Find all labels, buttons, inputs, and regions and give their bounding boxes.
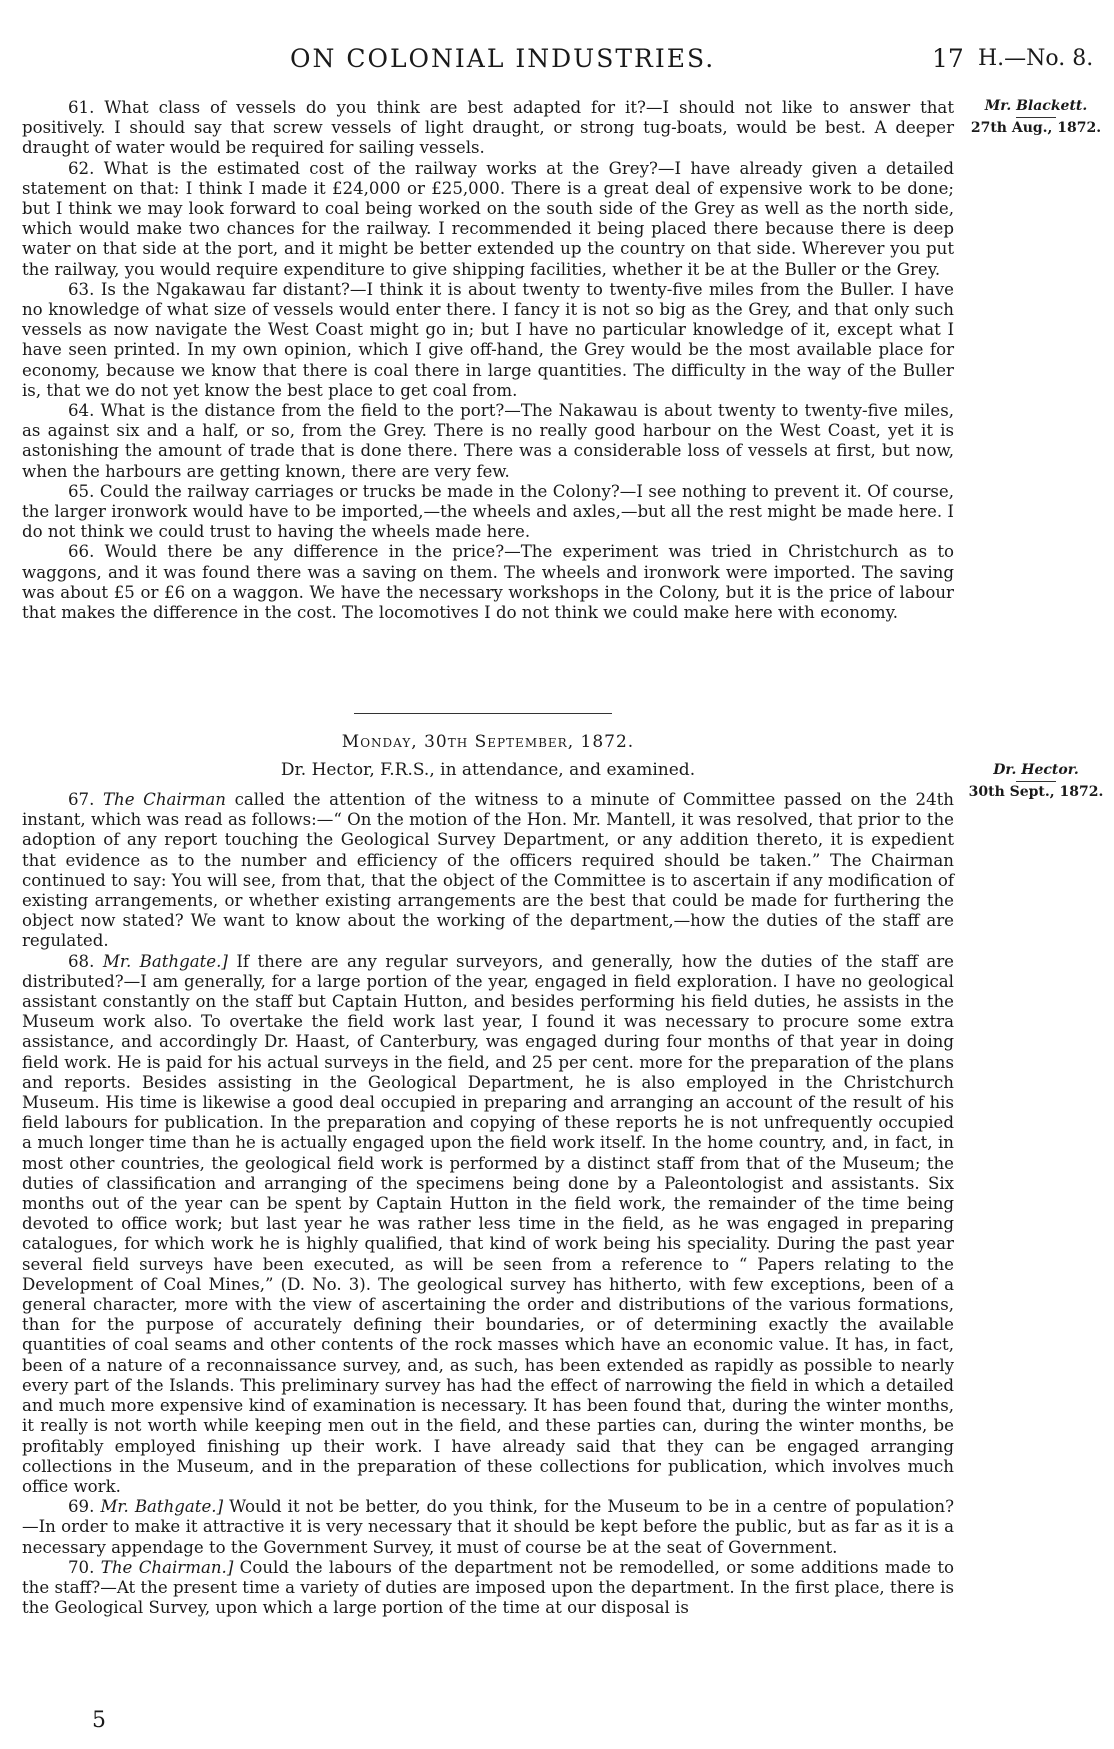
paragraph: 62. What is the estimated cost of the railway works at the Grey?—I have already given a detailed statement on that: I think I made it £24,000 or £25,000. There is a great deal of expensive work to be done; but I think we may look forward to coal being worked on the south side of the Grey as well as the north side, which would make two chances for the railway. I recommended it being placed there because there is deep water on that side at the port, and it might be better extended up the country on that side. Wherever you put the railway, you would require expenditure to give shipping facilities, whether it be at the Buller or the Grey.: [22, 158, 954, 279]
paragraph: 64. What is the distance from the field to the port?—The Nakawau is about twenty to twenty-five miles, as against six and a half, or so, from the Grey. There is no really good harbour on the West Coast, yet it is astonishing the amount of trade that is done there. There was a considerable loss of vessels at first, but now, when the harbours are getting known, there are very few.: [22, 401, 954, 481]
paragraph: 69. Mr. Bathgate.] Would it not be better, do you think, for the Museum to be in a centre of population?—In order to make it attractive it is very necessary that it should be kept before the public, but as far as it is a necessary appendage to the Government Survey, it must of course be at the seat of Government.: [22, 1497, 955, 1557]
margin-date: 30th Sept., 1872.: [968, 784, 1104, 800]
section-witness: Dr. Hector, F.R.S., in attendance, and examined.: [280, 760, 696, 780]
section-date: Monday, 30th September, 1872.: [341, 732, 635, 752]
speaker: Mr. Bathgate.]: [100, 1497, 224, 1517]
speaker: Mr. Bathgate.]: [102, 951, 228, 971]
paragraph: 68. Mr. Bathgate.] If there are any regular surveyors, and generally, how the duties of the staff are distributed?—I am generally, for a large portion of the year, engaged in field exploration. I have no geological assistant constantly on the staff but Captain Hutton, and besides performing his field duties, he assists in the Museum work also. To overtake the field work last year, I found it was necessary to procure some extra assistance, and accordingly Dr. Haast, of Canterbury, was engaged during four months of that year in doing field work. He is paid for his actual surveys in the field, and 25 per cent. more for the preparation of the plans and reports. Besides assisting in the Geological Department, he is also employed in the Christchurch Museum. His time is likewise a good deal occupied in preparing and arranging an account of the result of his field labours for publication. In the preparation and copying of these reports he is not unfrequently occupied a much longer time than he is actually engaged upon the field work itself. In the home country, and, in fact, in most other countries, the geological field work is performed by a distinct staff from that of the Museum; the duties of classification and arranging of the specimens being done by a Paleontologist and assistants. Six months out of the year can be spent by Captain Hutton in the field work, the remainder of the time being devoted to office work; but last year he was rather less time in the field, as he was engaged in preparing catalogues, for which work he is highly qualified, that kind of work being his speciality. During the past year several field surveys have been executed, as will be seen from a reference to “ Papers relating to the Development of Coal Mines,” (D. No. 3). The geological survey has hitherto, with few exceptions, been of a general character, more with the view of ascertaining the order and distributions of the various formations, than for the purpose of accurately defining their boundaries, or of determining exactly the available quantities of coal seams and other contents of the rock masses which have an economic value. It has, in fact, been of a nature of a reconnaissance survey, and, as such, has been extended as rapidly as possible to nearly every part of the Islands. This preliminary survey has had the effect of narrowing the field in which a detailed and much more expensive kind of examination is necessary. It has been found that, during the winter months, it really is not worth while keeping men out in the field, and these parties can, during the winter months, be profitably employed finishing up their work. I have already said that they can be engaged arranging collections in the Museum, and in the preparation of these collections for publication, which involves much office work.: [22, 951, 954, 1496]
margin-rule: [1016, 117, 1056, 118]
margin-witness-name: Dr. Hector.: [993, 762, 1079, 778]
document-reference: H.—No. 8.: [978, 46, 1094, 71]
margin-note-hector: [962, 762, 1110, 800]
signature-mark: 5: [92, 1708, 106, 1733]
margin-note-blackett: [962, 98, 1110, 136]
running-title: ON COLONIAL INDUSTRIES.: [290, 44, 716, 73]
paragraph: 70. The Chairman.] Could the labours of the department not be remodelled, or some additions made to the staff?—At the present time a variety of duties are imposed upon the department. In the first place, there is the Geological Survey, upon which a large portion of the time at our disposal is: [22, 1557, 955, 1618]
page-header: [0, 34, 1114, 74]
paragraph: 63. Is the Ngakawau far distant?—I think it is about twenty to twenty-five miles from the Buller. I have no knowledge of what size of vessels would enter there. I fancy it is not so big as the Grey, and that only such vessels as now navigate the West Coast might go in; but I have no particular knowledge of it, except what I have seen printed. In my own opinion, which I give off-hand, the Grey would be the most available place for economy, because we know that there is coal there in large quantities. The difficulty in the way of the Buller is, that we do not yet know the best place to get coal from.: [22, 279, 954, 400]
margin-date: 27th Aug., 1872.: [970, 120, 1102, 136]
page-number: 17: [932, 44, 964, 73]
margin-witness-name: Mr. Blackett.: [984, 98, 1088, 114]
paragraph: 65. Could the railway carriages or trucks be made in the Colony?—I see nothing to prevent it. Of course, the larger ironwork would have to be imported,—the wheels and axles,—but all the rest might be made here. I do not think we could trust to having the wheels made here.: [22, 481, 954, 542]
margin-rule: [1016, 781, 1056, 782]
evidence-part-2: [22, 790, 954, 1618]
paragraph: 67. The Chairman called the attention of the witness to a minute of Committee passed on the 24th instant, which was read as follows:—“ On the motion of the Hon. Mr. Mantell, it was resolved, that prior to the adoption of any report touching the Geological Survey Department, or any addition thereto, it is expedient that evidence as to the number and efficiency of the officers required should be taken.” The Chairman continued to say: You will see, from that, that the object of the Committee is to ascertain if any modification of existing arrangements, or whether existing arrangements are the best that could be made for furthering the object now stated? We want to know about the working of the department,—how the duties of the staff are regulated.: [22, 790, 954, 951]
speaker: The Chairman: [102, 790, 226, 809]
paragraph: 66. Would there be any difference in the price?—The experiment was tried in Christchurch as to waggons, and it was found there was a saving on them. The wheels and ironwork were imported. The saving was about £5 or £6 on a waggon. We have the necessary workshops in the Colony, but it is the price of labour that makes the difference in the cost. The locomotives I do not think we could make here with economy.: [22, 542, 954, 623]
evidence-part-1: [22, 98, 954, 623]
speaker: The Chairman.]: [100, 1557, 234, 1577]
paragraph: 61. What class of vessels do you think are best adapted for it?—I should not like to answer that positively. I should say that screw vessels of light draught, or strong tug-boats, would be best. A deeper draught of water would be required for sailing vessels.: [22, 98, 954, 158]
section-divider: [354, 713, 612, 714]
